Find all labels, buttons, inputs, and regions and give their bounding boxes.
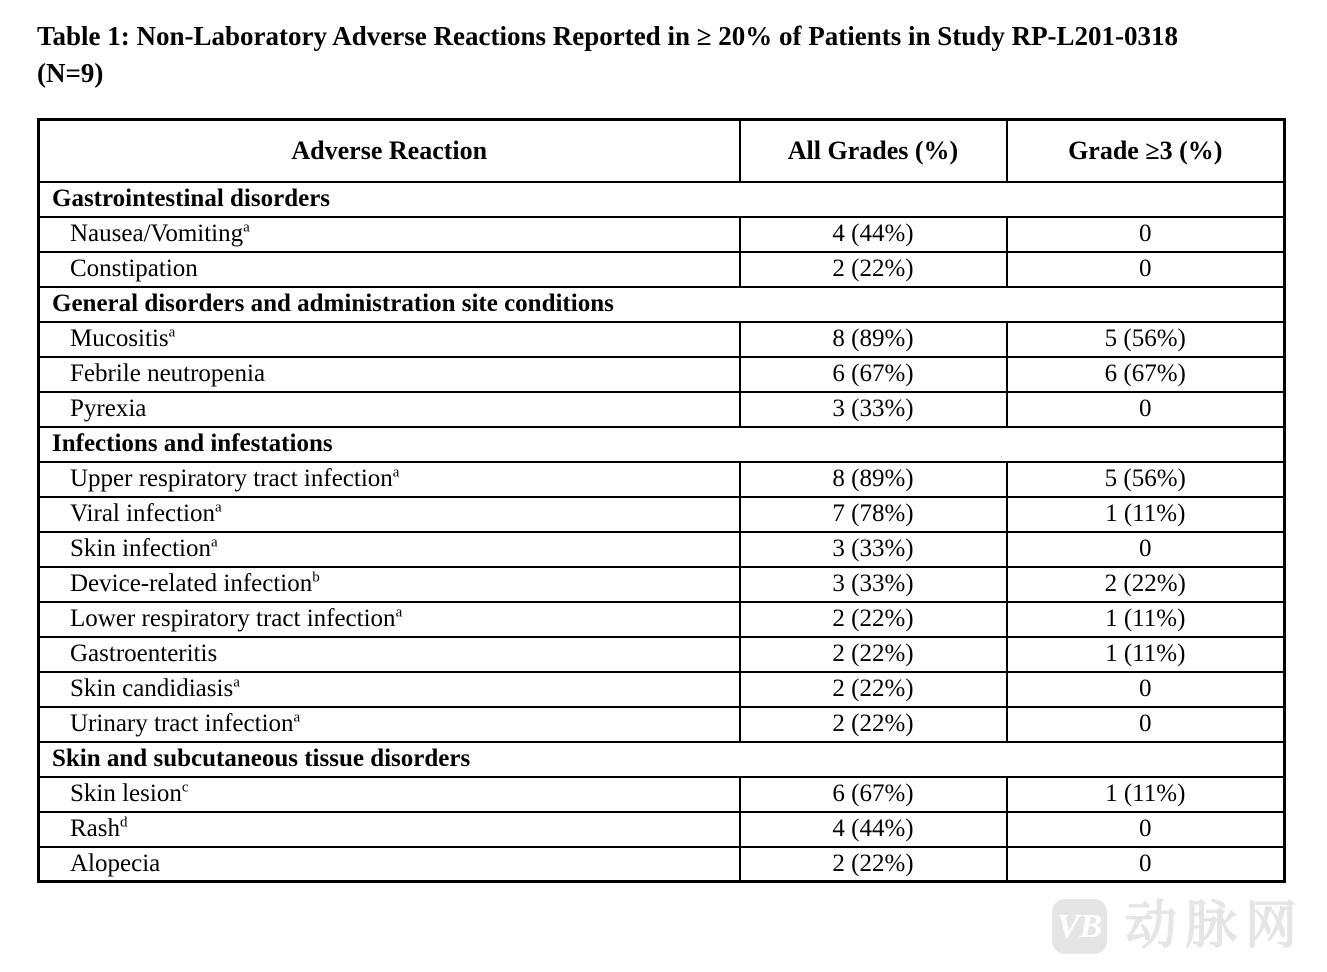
- grade3-value: 5 (56%): [1007, 462, 1285, 497]
- column-header-adverse-reaction: Adverse Reaction: [39, 120, 740, 182]
- table-row: [39, 672, 1285, 707]
- adverse-reactions-table: [37, 118, 1286, 883]
- grade3-value: 0: [1007, 672, 1285, 707]
- vb-logo-icon: VB: [1052, 899, 1107, 954]
- reaction-label: Nausea/Vomiting: [70, 220, 244, 247]
- section-row: [39, 742, 1285, 777]
- table-row: [39, 812, 1285, 847]
- reaction-cell: [39, 602, 740, 637]
- footnote-marker: a: [214, 499, 222, 516]
- reaction-cell: [39, 217, 740, 252]
- all-grades-value: 3 (33%): [740, 567, 1007, 602]
- reaction-cell: [39, 497, 740, 532]
- reaction-label: Alopecia: [70, 849, 161, 877]
- reaction-cell: [39, 357, 740, 392]
- table-body: [39, 182, 1285, 882]
- reaction-label: Mucositis: [70, 325, 169, 352]
- reaction-label: Skin lesion: [70, 780, 182, 807]
- footnote-marker: c: [181, 779, 189, 796]
- reaction-cell: [39, 707, 740, 742]
- grade3-value: 0: [1007, 532, 1285, 567]
- reaction-label: Lower respiratory tract infection: [70, 605, 396, 632]
- all-grades-value: 2 (22%): [740, 672, 1007, 707]
- footnote-marker: a: [395, 604, 403, 621]
- column-header-all-grades: All Grades (%): [740, 120, 1007, 182]
- reaction-cell: [39, 847, 740, 882]
- table-row: [39, 462, 1285, 497]
- grade3-value: 1 (11%): [1007, 497, 1285, 532]
- all-grades-value: 8 (89%): [740, 462, 1007, 497]
- grade3-value: 0: [1007, 847, 1285, 882]
- footnote-marker: a: [243, 219, 250, 236]
- reaction-cell: [39, 322, 740, 357]
- reaction-cell: [39, 567, 740, 602]
- section-row: [39, 427, 1285, 462]
- grade3-value: 0: [1007, 392, 1285, 427]
- reaction-cell: [39, 637, 740, 672]
- grade3-value: 5 (56%): [1007, 322, 1285, 357]
- all-grades-value: 4 (44%): [740, 812, 1007, 847]
- footnote-marker: a: [293, 709, 301, 726]
- reaction-label: Device-related infection: [70, 570, 313, 597]
- reaction-cell: [39, 392, 740, 427]
- footnote-marker: a: [233, 674, 240, 691]
- table-row: [39, 707, 1285, 742]
- table-row: [39, 567, 1285, 602]
- table-row: [39, 602, 1285, 637]
- table-title-line2: (N=9): [37, 58, 104, 88]
- table-row: [39, 637, 1285, 672]
- footnote-marker: b: [312, 569, 320, 586]
- reaction-label: Skin infection: [70, 535, 211, 562]
- section-title: Infections and infestations: [39, 427, 1285, 462]
- column-header-grade-3: Grade ≥3 (%): [1007, 120, 1285, 182]
- reaction-label: Upper respiratory tract infection: [70, 465, 393, 492]
- all-grades-value: 8 (89%): [740, 322, 1007, 357]
- grade3-value: 0: [1007, 252, 1285, 287]
- table-header-row: [39, 120, 1285, 182]
- reaction-label: Gastroenteritis: [70, 640, 218, 667]
- table-row: [39, 497, 1285, 532]
- all-grades-value: 6 (67%): [740, 357, 1007, 392]
- footnote-marker: a: [392, 464, 400, 481]
- reaction-label: Skin candidiasis: [70, 675, 234, 702]
- table-row: [39, 847, 1285, 882]
- section-row: [39, 287, 1285, 322]
- grade3-value: 6 (67%): [1007, 357, 1285, 392]
- all-grades-value: 2 (22%): [740, 602, 1007, 637]
- table-row: [39, 532, 1285, 567]
- table-row: [39, 392, 1285, 427]
- table-row: [39, 252, 1285, 287]
- grade3-value: 2 (22%): [1007, 567, 1285, 602]
- reaction-cell: [39, 777, 740, 812]
- reaction-label: Urinary tract infection: [70, 710, 294, 737]
- reaction-label: Constipation: [70, 255, 198, 282]
- reaction-cell: [39, 672, 740, 707]
- footnote-marker: d: [120, 814, 128, 831]
- section-title: Skin and subcutaneous tissue disorders: [39, 742, 1285, 777]
- table-row: [39, 217, 1285, 252]
- watermark: [1052, 899, 1305, 954]
- grade3-value: 0: [1007, 812, 1285, 847]
- reaction-label: Febrile neutropenia: [70, 360, 266, 387]
- all-grades-value: 4 (44%): [740, 217, 1007, 252]
- table-title: [37, 18, 1287, 92]
- grade3-value: 1 (11%): [1007, 602, 1285, 637]
- all-grades-value: 2 (22%): [740, 637, 1007, 672]
- table-row: [39, 777, 1285, 812]
- reaction-cell: [39, 462, 740, 497]
- all-grades-value: 6 (67%): [740, 777, 1007, 812]
- section-title: General disorders and administration site conditions: [39, 287, 1285, 322]
- all-grades-value: 7 (78%): [740, 497, 1007, 532]
- footnote-marker: a: [210, 534, 218, 551]
- table-row: [39, 322, 1285, 357]
- table-title-line1: Table 1: Non-Laboratory Adverse Reactions Reported in ≥ 20% of Patients in Study RP-L201-0318: [37, 21, 1179, 51]
- reaction-cell: [39, 252, 740, 287]
- grade3-value: 0: [1007, 217, 1285, 252]
- all-grades-value: 2 (22%): [740, 252, 1007, 287]
- all-grades-value: 2 (22%): [740, 847, 1007, 882]
- reaction-label: Viral infection: [70, 500, 215, 527]
- section-row: [39, 182, 1285, 217]
- grade3-value: 1 (11%): [1007, 777, 1285, 812]
- all-grades-value: 3 (33%): [740, 392, 1007, 427]
- grade3-value: 0: [1007, 707, 1285, 742]
- reaction-label: Rash: [70, 815, 120, 842]
- grade3-value: 1 (11%): [1007, 637, 1285, 672]
- section-title: Gastrointestinal disorders: [39, 182, 1285, 217]
- watermark-brand-text: 动脉网: [1125, 897, 1306, 955]
- table-row: [39, 357, 1285, 392]
- reaction-cell: [39, 812, 740, 847]
- footnote-marker: a: [168, 324, 176, 341]
- all-grades-value: 3 (33%): [740, 532, 1007, 567]
- reaction-label: Pyrexia: [70, 395, 147, 422]
- all-grades-value: 2 (22%): [740, 707, 1007, 742]
- reaction-cell: [39, 532, 740, 567]
